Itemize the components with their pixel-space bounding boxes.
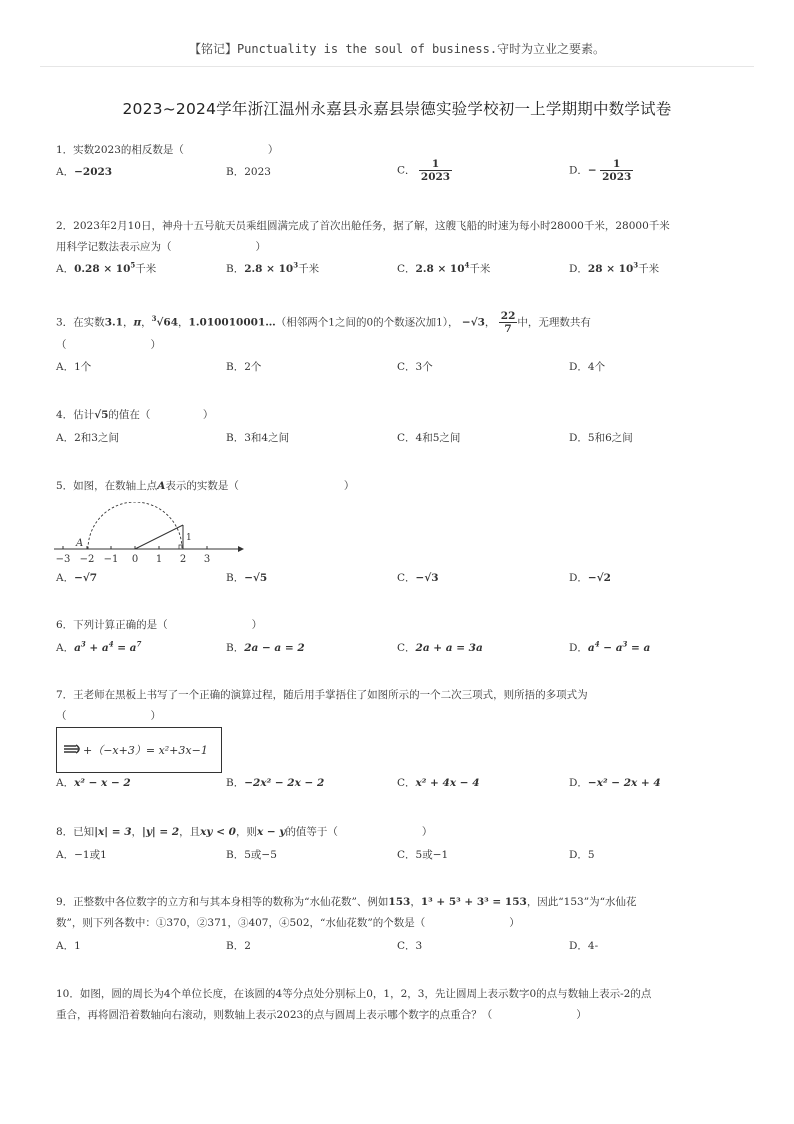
fraction: $\frac{1}{2023}$ [602,158,632,183]
number-line-tick-label: 3 [203,554,211,564]
q8-option-d: D．5 [569,849,595,861]
header-divider [40,66,754,67]
q3-option-b: B．2个 [226,361,262,373]
q5-option-a: A．−√7 [56,572,98,584]
blackboard-box [56,727,222,773]
q7-option-b: B．−2x² − 2x − 2 [226,777,325,789]
q4-option-a: A．2和3之间 [56,432,119,444]
number-line-figure [54,502,244,564]
q8-option-a: A．−1或1 [56,849,107,861]
q9-option-b: B．2 [226,940,251,952]
height-label: 1 [186,533,192,543]
q2-option-d: D．$28 \times 10^3$千米 [569,260,660,275]
q6-option-a: A．$a^3 + a^4 = a^7$ [56,639,142,654]
number-line-tick-label: −2 [79,554,95,564]
q5-option-d: D．−√2 [569,572,611,584]
q1-option-b: B．2023 [226,166,271,178]
q9-option-d: D．4- [569,940,599,952]
q1-option-d: D．− $\frac{1}{2023}$ [569,158,632,183]
q7-option-d: D．−x² − 2x + 4 [569,777,661,789]
question-7-paren: （ ） [56,710,161,722]
q4-option-c: C．4和5之间 [397,432,461,444]
page-title: 2023~2024学年浙江温州永嘉县永嘉县崇德实验学校初一上学期期中数学试卷 [122,100,672,118]
blackboard-expression: +（−x+3）= x²+3x−1 [83,744,208,757]
q9-option-a: A．1 [56,940,81,952]
question-9-stem-line1: 9．正整数中各位数字的立方和与其本身相等的数称为“水仙花数”、例如153，1³ + 5³ + 3³ = 153，因此“153”为“水仙花 [56,896,637,908]
question-5-stem: 5．如图，在数轴上点A表示的实数是（ ） [56,480,355,492]
q2-option-c: C．$2.8 \times 10^4$千米 [397,260,491,275]
fraction: $\frac{1}{2023}$ [420,158,451,183]
q4-option-d: D．5和6之间 [569,432,633,444]
q1-option-a: A．−2023 [56,166,113,178]
q3-option-c: C．3个 [397,361,433,373]
q8-option-b: B．5或−5 [226,849,277,861]
q9-option-c: C．3 [397,940,423,952]
q4-option-b: B．3和4之间 [226,432,290,444]
question-4-stem: 4．估计√5的值在（ ） [56,409,214,421]
number-line-tick-label: −1 [103,554,119,564]
q2-option-a: A．$0.28 \times 10^5$千米 [56,260,157,275]
question-8-stem: 8．已知|x| = 3，|y| = 2，且xy < 0，则x − y的值等于（ ） [56,826,433,838]
q7-option-c: C．x² + 4x − 4 [397,777,480,789]
q6-option-c: C．2a + a = 3a [397,642,483,654]
question-6-stem: 6．下列计算正确的是（ ） [56,619,263,631]
question-2-stem-line2: 用科学记数法表示应为（ ） [56,241,266,253]
q5-option-b: B．−√5 [226,572,268,584]
q3-option-d: D．4个 [569,361,606,373]
q2-option-b: B．$2.8 \times 10^3$千米 [226,260,320,275]
q1-option-c: C． $\frac{1}{2023}$ [397,158,451,183]
question-10-stem-line1: 10．如图，圆的周长为4个单位长度，在该圆的4等分点处分别标上0，1，2，3，先让圆周上表示数字0的点与数轴上表示-2的点 [56,988,652,1000]
number-line-tick-label: 1 [155,554,163,564]
question-3-paren: （ ） [56,339,161,351]
point-a-label: A [76,538,84,549]
fraction: $\frac{22}{7}$ [500,310,516,335]
hand-icon [63,742,83,756]
number-line-tick-label: 0 [131,554,139,564]
q6-option-d: D．$a^4 - a^3 = a$ [569,639,651,654]
question-3-stem: 3．在实数3.1，π，$^3$√64，1.010010001…（相邻两个1之间的0的个数逐次加1）， −√3， $\frac{22}{7}$ 中，无理数共有 [56,310,591,335]
question-10-stem-line2: 重合，再将圆沿着数轴向右滚动，则数轴上表示2023的点与圆周上表示哪个数字的点重合？（ ） [56,1009,587,1021]
q5-option-c: C．−√3 [397,572,439,584]
question-9-stem-line2: 数”，则下列各数中：①370，②371，③407，④502，“水仙花数”的个数是（ ） [56,917,520,929]
q3-option-a: A．1个 [56,361,92,373]
question-2-stem-line1: 2．2023年2月10日，神舟十五号航天员乘组圆满完成了首次出舱任务，据了解，这艘飞船的时速为每小时28000千米，28000千米 [56,220,670,232]
header-motto: 【铭记】Punctuality is the soul of business.守时为立业之要素。 [188,42,606,56]
number-line-tick-label: −3 [55,554,71,564]
q7-option-a: A．x² − x − 2 [56,777,131,789]
q8-option-c: C．5或−1 [397,849,449,861]
question-1-stem: 1．实数2023的相反数是（ ） [56,144,279,156]
q6-option-b: B．2a − a = 2 [226,642,305,654]
number-line-tick-label: 2 [179,554,187,564]
question-7-stem: 7．王老师在黑板上书写了一个正确的演算过程，随后用手掌捂住了如图所示的一个二次三项式，则所捂的多项式为 [56,689,588,701]
